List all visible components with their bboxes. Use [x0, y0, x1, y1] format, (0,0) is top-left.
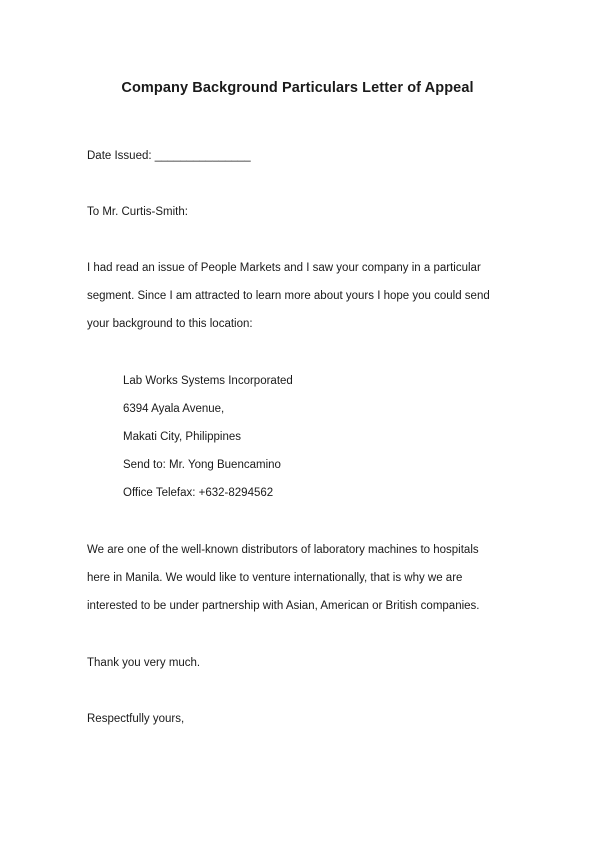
paragraph1-line-1: I had read an issue of People Markets and I saw your company in a particular: [87, 262, 481, 274]
thank-you-line: Thank you very much.: [87, 657, 201, 669]
address-street: 6394 Ayala Avenue,: [123, 403, 225, 415]
paragraph2-line-2: here in Manila. We would like to venture internationally, that is why we are: [87, 572, 463, 584]
address-company: Lab Works Systems Incorporated: [123, 375, 293, 387]
address-telefax: Office Telefax: +632-8294562: [123, 487, 274, 499]
address-city: Makati City, Philippines: [123, 431, 242, 443]
paragraph2-line-1: We are one of the well-known distributors of laboratory machines to hospitals: [87, 544, 479, 556]
paragraph1-line-2: segment. Since I am attracted to learn more about yours I hope you could send: [87, 290, 490, 302]
document-title: Company Background Particulars Letter of Appeal: [121, 80, 474, 96]
date-issued-line: Date Issued: _______________: [87, 150, 251, 162]
paragraph1-line-3: your background to this location:: [87, 318, 253, 330]
closing-line: Respectfully yours,: [87, 713, 185, 725]
salutation: To Mr. Curtis-Smith:: [87, 206, 188, 218]
paragraph2-line-3: interested to be under partnership with Asian, American or British companies.: [87, 600, 480, 612]
address-recipient: Send to: Mr. Yong Buencamino: [123, 459, 281, 471]
